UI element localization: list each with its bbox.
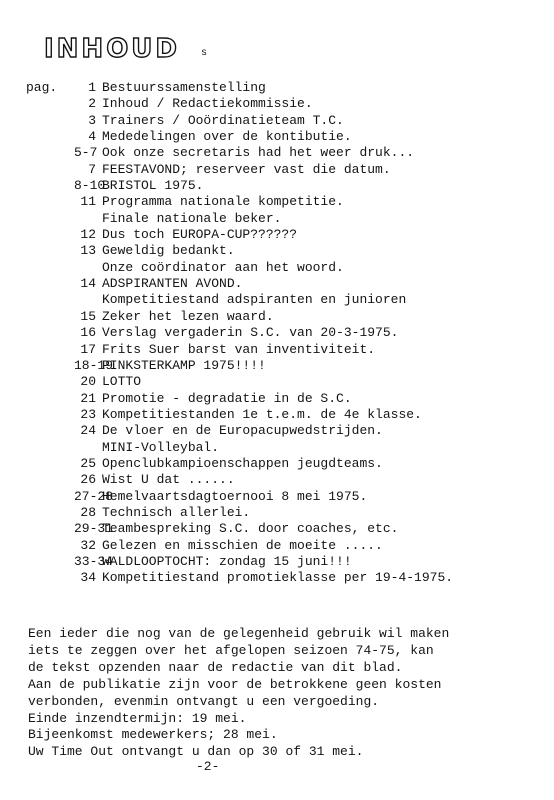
note-line: Een ieder die nog van de gelegenheid gebruik wil maken — [28, 626, 450, 641]
toc-entry — [26, 96, 526, 112]
toc-prefix — [26, 391, 74, 407]
note-line: verbonden, evenmin ontvangt u een vergoeding. — [28, 693, 380, 709]
toc-entry-text: Mededelingen over de kontibutie. — [102, 129, 352, 145]
toc-entry-text: Teambespreking S.C. door coaches, etc. — [102, 521, 399, 537]
toc-entry-text: Wist U dat ...... — [102, 472, 235, 488]
toc-entry — [26, 489, 526, 505]
toc-entry-text: De vloer en de Europacupwedstrijden. — [102, 423, 383, 439]
toc-entry — [26, 309, 526, 325]
toc-entry — [26, 570, 526, 586]
toc-prefix — [26, 505, 74, 521]
toc-entry — [26, 243, 526, 259]
toc-page-number: 4 — [88, 129, 96, 145]
toc-page-number: 7 — [88, 161, 96, 177]
toc-entry — [26, 194, 526, 210]
toc-entry — [26, 276, 526, 292]
toc-page-number: 13 — [80, 243, 96, 259]
toc-entry-text: PINKSTERKAMP 1975!!!! — [102, 357, 266, 373]
toc-page-number: 20 — [80, 374, 96, 390]
toc-page-number — [74, 292, 102, 308]
toc-entry-text: Frits Suer barst van inventiviteit. — [102, 341, 376, 357]
toc-entry — [26, 145, 526, 161]
toc-entry-text: Kompetitiestanden 1e t.e.m. de 4e klasse. — [102, 406, 422, 422]
toc-page-number: 26 — [80, 472, 96, 488]
toc-prefix — [26, 292, 74, 308]
toc-entry — [26, 162, 526, 178]
toc-entry — [26, 178, 526, 194]
toc-entry — [26, 554, 526, 570]
note-line: Uw Time Out ontvangt u dan op 30 of 31 mei. — [28, 744, 364, 760]
table-of-contents — [26, 80, 526, 587]
toc-page-number: 16 — [80, 325, 96, 341]
title-mark: s — [201, 48, 208, 59]
toc-page-number: 3 — [88, 112, 96, 128]
toc-entry — [26, 342, 526, 358]
toc-prefix — [26, 113, 74, 129]
toc-entry-text: LOTTO — [102, 374, 142, 390]
toc-entry-text: Gelezen en misschien de moeite ..... — [102, 537, 383, 553]
toc-prefix: pag. — [26, 80, 58, 95]
toc-prefix — [26, 570, 74, 586]
toc-page-number: 28 — [80, 504, 96, 520]
toc-prefix — [26, 243, 74, 259]
toc-page-number: 17 — [80, 341, 96, 357]
toc-entry-text: Bestuurssamenstelling — [102, 80, 266, 95]
toc-prefix — [26, 145, 74, 161]
toc-prefix — [26, 440, 74, 456]
note-line: Aan de publikatie zijn voor de betrokkene geen kosten — [28, 676, 442, 692]
toc-entry-text: Programma nationale kompetitie. — [102, 194, 344, 210]
toc-page-number: 12 — [80, 227, 96, 243]
toc-page-number: 1 — [88, 80, 96, 95]
toc-entry-text: Finale nationale beker. — [102, 210, 282, 226]
note-line: de tekst opzenden naar de redactie van dit blad. — [28, 659, 403, 675]
toc-prefix — [26, 211, 74, 227]
note-line: Einde inzendtermijn: 19 mei. — [28, 710, 247, 726]
toc-entry-text: Zeker het lezen waard. — [102, 308, 274, 324]
toc-prefix — [26, 521, 74, 537]
toc-entry-text: Verslag vergaderin S.C. van 20-3-1975. — [102, 325, 399, 341]
toc-prefix — [26, 358, 74, 374]
toc-entry-text: Openclubkampioenschappen jeugdteams. — [102, 455, 383, 471]
toc-entry — [26, 113, 526, 129]
toc-page-number: 27-28 — [74, 488, 114, 504]
toc-page-number: 29-31 — [74, 521, 114, 537]
toc-entry — [26, 440, 526, 456]
toc-page-number: 25 — [80, 455, 96, 471]
toc-entry-text: Onze coördinator aan het woord. — [102, 259, 344, 275]
toc-prefix — [26, 554, 74, 570]
toc-entry-text: Geweldig bedankt. — [102, 243, 235, 259]
toc-entry — [26, 472, 526, 488]
toc-prefix — [26, 489, 74, 505]
toc-prefix — [26, 260, 74, 276]
toc-prefix — [26, 309, 74, 325]
toc-page-number: 18-19 — [74, 357, 114, 373]
toc-entry-text: Kompetitiestand promotieklasse per 19-4-1975. — [102, 570, 454, 586]
toc-page-number: 34 — [80, 570, 96, 586]
toc-entry — [26, 456, 526, 472]
toc-entry — [26, 292, 526, 308]
toc-entry — [26, 260, 526, 276]
toc-entry — [26, 358, 526, 374]
toc-prefix — [26, 538, 74, 554]
page-number: -2- — [196, 759, 220, 774]
toc-prefix — [26, 325, 74, 341]
toc-prefix — [26, 227, 74, 243]
note-line: Bijeenkomst medewerkers; 28 mei. — [28, 727, 278, 743]
toc-prefix — [26, 407, 74, 423]
toc-page-number: 24 — [80, 423, 96, 439]
toc-entry — [26, 80, 526, 96]
toc-prefix — [26, 129, 74, 145]
toc-entry-text: BRISTOL 1975. — [102, 178, 204, 194]
toc-entry — [26, 325, 526, 341]
toc-prefix — [26, 178, 74, 194]
toc-entry-text: Technisch allerlei. — [102, 504, 251, 520]
toc-page-number: 33-34 — [74, 553, 114, 569]
toc-prefix — [26, 96, 74, 112]
toc-entry — [26, 391, 526, 407]
toc-page-number: 15 — [80, 308, 96, 324]
toc-page-number: 5-7 — [74, 145, 98, 161]
toc-page-number: 2 — [88, 96, 96, 112]
toc-prefix — [26, 456, 74, 472]
page-title: INHOUD — [44, 34, 180, 64]
toc-page-number: 23 — [80, 406, 96, 422]
toc-entry-text: FEESTAVOND; reserveer vast die datum. — [102, 161, 391, 177]
toc-page-number: 8-10 — [74, 178, 106, 194]
toc-prefix — [26, 472, 74, 488]
toc-entry-text: Inhoud / Redactiekommissie. — [102, 96, 313, 112]
toc-prefix — [26, 342, 74, 358]
toc-page-number — [74, 260, 102, 276]
toc-entry — [26, 129, 526, 145]
toc-entry — [26, 374, 526, 390]
toc-entry — [26, 407, 526, 423]
toc-entry-text: Kompetitiestand adspiranten en junioren — [102, 292, 407, 308]
toc-page-number: 11 — [80, 194, 96, 210]
note-line: iets te zeggen over het afgelopen seizoen 74-75, kan — [28, 642, 434, 658]
toc-entry-text: MINI-Volleybal. — [102, 439, 220, 455]
toc-entry — [26, 227, 526, 243]
toc-page-number: 32 — [80, 537, 96, 553]
toc-prefix — [26, 423, 74, 439]
toc-entry — [26, 423, 526, 439]
toc-prefix — [26, 374, 74, 390]
toc-prefix — [26, 276, 74, 292]
toc-prefix — [26, 162, 74, 178]
toc-entry-text: WALDLOOPTOCHT: zondag 15 juni!!! — [102, 553, 352, 569]
toc-entry — [26, 211, 526, 227]
toc-page-number — [74, 211, 102, 227]
toc-prefix — [26, 194, 74, 210]
toc-entry — [26, 505, 526, 521]
toc-entry-text: Trainers / Ooördinatieteam T.C. — [102, 112, 344, 128]
toc-entry-text: ADSPIRANTEN AVOND. — [102, 276, 243, 292]
toc-entry-text: Dus toch EUROPA-CUP?????? — [102, 227, 298, 243]
toc-entry-text: Hemelvaartsdagtoernooi 8 mei 1975. — [102, 488, 368, 504]
toc-entry — [26, 538, 526, 554]
editorial-note — [28, 626, 528, 761]
toc-page-number: 21 — [80, 390, 96, 406]
toc-entry — [26, 521, 526, 537]
toc-entry-text: Promotie - degradatie in de S.C. — [102, 390, 352, 406]
toc-entry-text: Ook onze secretaris had het weer druk... — [102, 145, 415, 161]
toc-page-number — [74, 440, 102, 456]
toc-page-number: 14 — [80, 276, 96, 292]
